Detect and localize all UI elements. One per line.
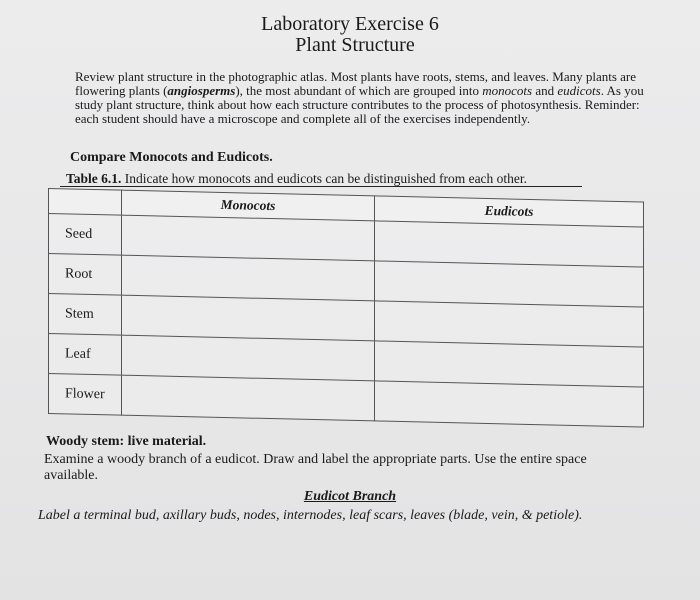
term-monocots: monocots — [482, 83, 533, 98]
caption-rule — [60, 186, 582, 187]
root-monocots-cell[interactable] — [122, 255, 375, 301]
comparison-table — [48, 188, 644, 428]
flower-monocots-cell[interactable] — [122, 375, 375, 421]
title-line-1: Laboratory Exercise 6 — [261, 13, 439, 35]
section-heading: Compare Monocots and Eudicots. — [70, 150, 273, 165]
label-instructions: Label a terminal bud, axillary buds, nodes, internodes, leaf scars, leaves (blade, vein, & petiole). — [38, 508, 583, 523]
flower-eudicots-cell[interactable] — [375, 381, 644, 427]
leaf-eudicots-cell[interactable] — [375, 341, 644, 387]
row-label-seed: Seed — [49, 214, 122, 256]
leaf-monocots-cell[interactable] — [122, 335, 375, 381]
woody-stem-instructions: Examine a woody branch of a eudicot. Draw and label the appropriate parts. Use the entire space available. — [44, 452, 587, 483]
row-label-root: Root — [49, 254, 122, 296]
table-caption — [66, 171, 527, 187]
intro-paragraph — [75, 70, 645, 126]
intro-text-2: ), the most abundant of which are grouped into — [235, 83, 483, 98]
intro-text-1: Review plant structure in the photographic atlas. Most plants have roots, stems, and leaves. Many plants are flowering plants ( — [75, 69, 637, 98]
eudicot-branch-title: Eudicot Branch — [303, 489, 397, 504]
term-angiosperms: angiosperms — [167, 83, 236, 98]
stem-eudicots-cell[interactable] — [375, 301, 644, 347]
title-line-2: Plant Structure — [295, 34, 415, 56]
row-label-leaf: Leaf — [49, 334, 122, 376]
table-caption-label: Table 6.1. — [66, 171, 122, 186]
root-eudicots-cell[interactable] — [375, 261, 644, 307]
intro-text-3: and — [532, 83, 558, 98]
seed-eudicots-cell[interactable] — [375, 221, 644, 267]
column-header-eudicots: Eudicots — [375, 196, 644, 227]
row-label-stem: Stem — [49, 294, 122, 336]
page-title — [0, 14, 700, 56]
table-caption-text: Indicate how monocots and eudicots can be distinguished from each other. — [121, 171, 528, 186]
intro-text-4: . As you study plant structure, think about how each structure contributes to the process of photosynthesis. Reminder: each student should have a microscope and complete all of the exercises independently. — [75, 83, 644, 126]
term-eudicots: eudicots — [557, 83, 601, 98]
row-label-flower: Flower — [49, 374, 122, 416]
seed-monocots-cell[interactable] — [122, 215, 375, 261]
column-header-monocots: Monocots — [122, 190, 375, 221]
woody-stem-heading: Woody stem: live material. — [46, 434, 207, 449]
column-header-blank — [49, 189, 122, 216]
stem-monocots-cell[interactable] — [122, 295, 375, 341]
